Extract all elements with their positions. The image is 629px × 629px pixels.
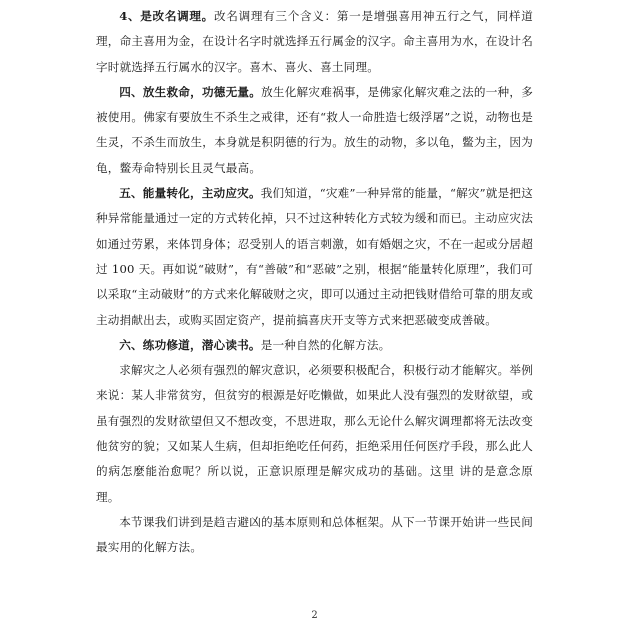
- paragraph-body: 放生化解灾难祸事，是佛家化解灾难之法的一种，多被使用。佛家有要放生不杀生之戒律，还有“救人一命胜造七级浮屠”之说，动物也是生灵，不杀生而放生，本身就是积阴德的行为。放生的动物，多以龟，鳖为主，因为龟，鳖寿命特别长且灵气最高。: [96, 84, 533, 175]
- paragraph-practice-study: [96, 333, 533, 358]
- paragraph-summary: [96, 510, 533, 561]
- paragraph-heading: 四、放生救命，功德无量。: [119, 84, 262, 99]
- paragraph-release-life: [96, 80, 533, 181]
- paragraph-heading: 六、练功修道，潜心读书。: [119, 337, 261, 352]
- page-number: 2: [311, 610, 318, 621]
- paragraph-body: 本节课我们讲到是趋吉避凶的基本原则和总体框架。从下一节课开始讲一些民间最实用的化解方法。: [96, 514, 533, 555]
- paragraph-awareness: [96, 358, 533, 510]
- paragraph-rename: [96, 4, 533, 80]
- paragraph-heading: 五、能量转化，主动应灾。: [119, 186, 261, 201]
- paragraph-body: 是一种自然的化解方法。: [260, 337, 391, 352]
- paragraph-energy-conversion: [96, 181, 533, 333]
- paragraph-heading: 4、是改名调理。: [119, 9, 214, 23]
- paragraph-body: 求解灾之人必须有强烈的解灾意识，必须要积极配合，积极行动才能解灾。举例来说：某人非常贫穷，但贫穷的根源是好吃懒做，如果此人没有强烈的发财欲望，或虽有强烈的发财欲望但又不想改变，不思进取，那么无论什么解灾调理都将无法改变他贫穷的貌；又如某人生病，但却拒绝吃任何药，拒绝采用任何医疗手段，那么此人的病怎麼能治愈呢？所以说，正意识原理是解灾成功的基础。这里 讲的是意念原理。: [96, 363, 533, 504]
- paragraph-body: 我们知道，“灾难”一种异常的能量，“解灾”就是把这种异常能量通过一定的方式转化掉，只不过这种转化方式较为缓和而已。主动应灾法如通过劳累，来体罚身体；忍受别人的语言刺激，如有婚姻之灾，不在一起或分居超过 100 天。再如说“破财”，有“善破”和“恶破”之别，根据“能量转化原理”，我们可以采取“主动破财”的方式来化解破财之灾，即可以通过主动把钱财借给可靠的朋友或主动捐献出去，或购买固定资产，提前搞喜庆开支等方式来把恶破变成善破。: [96, 186, 533, 327]
- paragraph-body: 改名调理有三个含义：第一是增强喜用神五行之气，同样道理，命主喜用为金，在设计名字时就选择五行属金的汉字。命主喜用为水，在设计名字时就选择五行属水的汉字。喜木、喜火、喜土同理。: [96, 9, 534, 74]
